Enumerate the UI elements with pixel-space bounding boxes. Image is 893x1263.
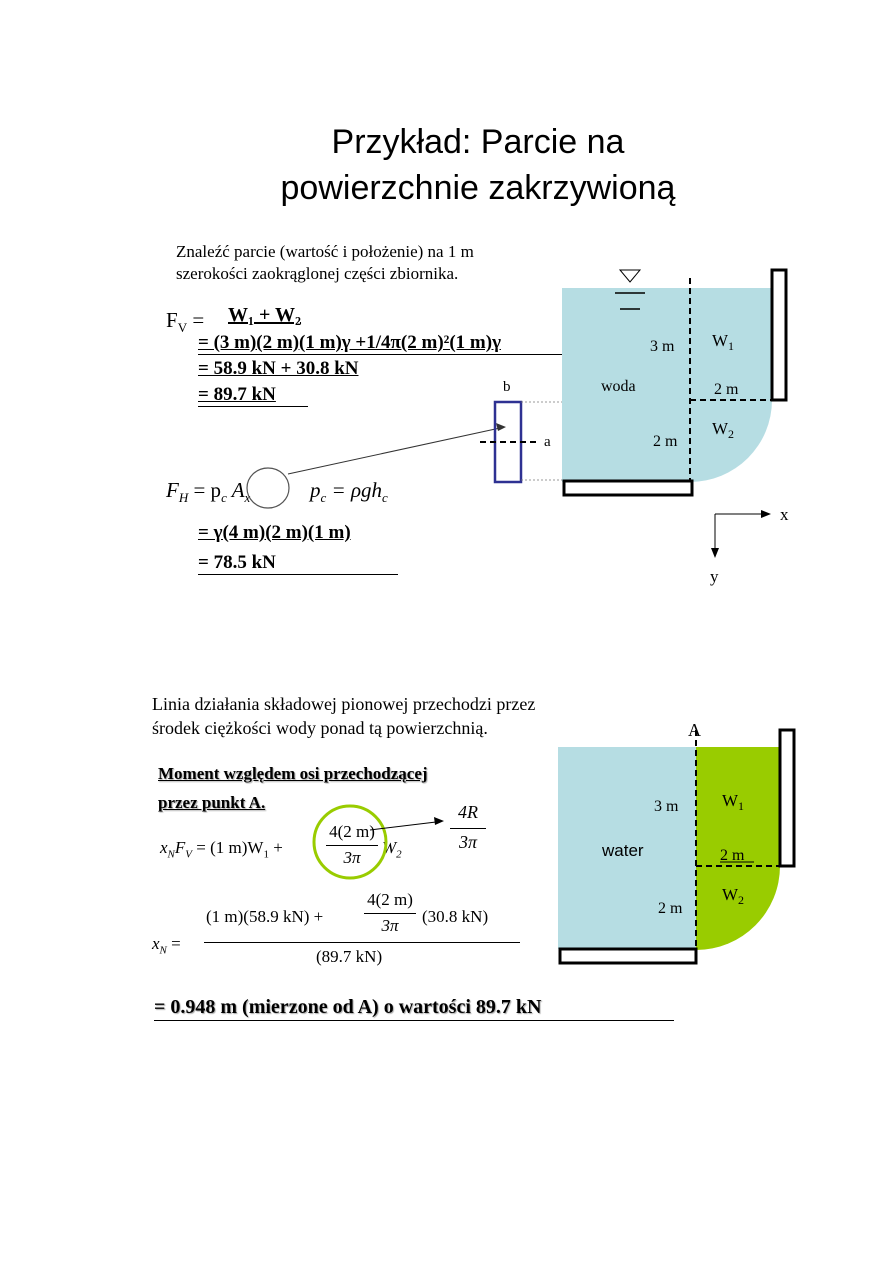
projection-box — [495, 402, 521, 482]
fh-subscript: H — [178, 490, 189, 506]
intro2-line2: środek ciężkości wody ponad tą powierzchnią. — [152, 718, 488, 738]
eq1-w2-symbol: W — [382, 838, 397, 857]
label-2m-left: 2 m — [653, 433, 678, 450]
slide-parcie-example — [160, 118, 796, 588]
xn-numerator-b: (30.8 kN) — [422, 907, 489, 926]
eq1-x: x — [160, 838, 168, 857]
pc-rhs-subscript: c — [382, 490, 388, 506]
pc-subscript: c — [320, 490, 327, 506]
eq1-w1-sub: 1 — [263, 848, 269, 861]
moment-heading-line2: przez punkt A. — [158, 793, 266, 812]
tank2-bottom — [560, 949, 696, 963]
ax-pointer-arrowhead — [496, 423, 506, 431]
intro-line1: Znaleźć parcie (wartość i położenie) na 1 m — [176, 242, 474, 261]
axis-x-label: x — [780, 505, 789, 524]
eq1-F: F — [174, 838, 186, 857]
eq1-plus: + — [268, 838, 283, 857]
slide-title-line2: powierzchnie zakrzywioną — [280, 169, 676, 207]
xn-equals: = — [166, 934, 181, 953]
eq1-x-sub: N — [167, 848, 175, 861]
fh-p-subscript: c — [221, 490, 227, 506]
w2b-symbol: W — [722, 885, 739, 904]
label2-2m-left: 2 m — [658, 900, 683, 917]
eq1-w2-sub: 2 — [396, 848, 402, 861]
label-2m-right: 2 m — [714, 381, 739, 398]
slide-title-line1: Przykład: Parcie na — [331, 123, 625, 161]
label-A: A — [688, 720, 701, 740]
w1b-subscript: 1 — [738, 799, 745, 813]
water-body — [562, 288, 772, 482]
fraction-highlight-circle — [314, 806, 386, 878]
moment-heading-line1: Moment względem osi przechodzącej — [158, 764, 428, 783]
eq1-rhs: = (1 m)W — [192, 838, 264, 857]
label2-2m-right: 2 m — [720, 847, 745, 864]
label-3m: 3 m — [650, 338, 675, 355]
label-a: a — [544, 434, 551, 450]
ax-highlight-circle — [244, 468, 289, 508]
intro2-line1: Linia działania składowej pionowej przechodzi przez — [152, 694, 536, 714]
pc-symbol: p — [310, 478, 321, 502]
w2-subscript: 2 — [728, 427, 735, 441]
w2-symbol: W — [712, 419, 729, 438]
fh-A: A — [231, 478, 245, 502]
eq1-frac-den: 3π — [343, 848, 361, 867]
xn-frac-den: 3π — [381, 916, 399, 935]
label2-3m: 3 m — [654, 798, 679, 815]
axis-y-arrowhead — [711, 548, 719, 558]
fv-line4: = 89.7 kN — [198, 384, 276, 405]
w1b-symbol: W — [722, 791, 739, 810]
xn-frac-num: 4(2 m) — [367, 890, 413, 909]
slide-line-of-action — [150, 690, 802, 1030]
eq1-frac-num: 4(2 m) — [329, 822, 375, 841]
fraction-pointer-arrowhead — [434, 817, 444, 825]
fv-line2: = (3 m)(2 m)(1 m)γ +1/4π(2 m)²(1 m)γ — [198, 332, 501, 353]
fv-symbol: F — [166, 308, 178, 332]
fv-line3: = 58.9 kN + 30.8 kN — [198, 358, 359, 379]
xn-subscript: N — [159, 944, 167, 957]
centroid-frac-num: 4R — [458, 802, 478, 822]
w1-symbol: W — [712, 331, 729, 350]
fh-line2: = γ(4 m)(2 m)(1 m) — [198, 522, 351, 543]
label-water: water — [602, 841, 644, 860]
xn-symbol: x — [152, 934, 160, 953]
intro-line2: szerokości zaokrąglonej części zbiornika. — [176, 264, 459, 283]
fv-subscript: V — [177, 320, 188, 336]
slide2-graphics — [150, 690, 802, 1030]
label-woda: woda — [601, 378, 636, 395]
slide1-graphics — [160, 118, 796, 588]
fh-symbol: F — [166, 478, 179, 502]
fh-p: = p — [193, 478, 222, 502]
axis-y-label: y — [710, 567, 719, 586]
w1-subscript: 1 — [728, 339, 735, 353]
fv-equals: = — [187, 308, 205, 332]
tank2-right-wall — [780, 730, 794, 866]
w2b-subscript: 2 — [738, 893, 745, 907]
label-b: b — [503, 379, 511, 395]
xn-numerator-a: (1 m)(58.9 kN) + — [206, 907, 324, 926]
centroid-frac-den: 3π — [458, 832, 478, 852]
axis-x-arrowhead — [761, 510, 771, 518]
free-surface-symbol — [620, 270, 640, 282]
xn-denominator: (89.7 kN) — [316, 947, 383, 966]
fh-line3: = 78.5 kN — [198, 552, 276, 573]
pc-rhs: = ρgh — [331, 478, 383, 502]
tank-bottom — [564, 481, 692, 495]
fv-line1: W₁ + W₂ — [228, 304, 302, 326]
eq1-F-sub: V — [185, 848, 193, 861]
tank-right-wall — [772, 270, 786, 400]
ax-pointer-arrow — [288, 428, 500, 474]
result-line: = 0.948 m (mierzone od A) o wartości 89.7 kN — [154, 996, 542, 1018]
fh-A-subscript: x — [244, 490, 251, 506]
